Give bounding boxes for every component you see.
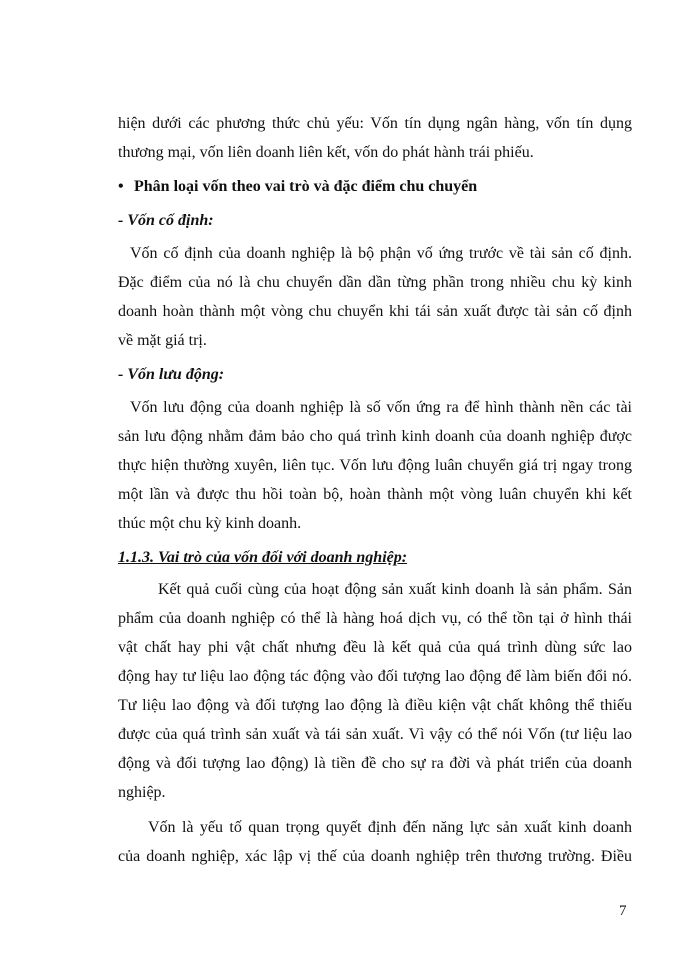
paragraph-line: Vốn cố định của doanh nghiệp là bộ phận vố ứng trước về tài sản cố định. — [130, 245, 632, 262]
paragraph-line: doanh hoàn thành một vòng chu chuyển khi tái sản xuất được tài sản cố định — [118, 303, 632, 320]
paragraph-line: Kết quả cuối cùng của hoạt động sản xuất kinh doanh là sản phẩm. Sản — [158, 581, 632, 598]
paragraph-line: thúc một chu kỳ kinh doanh. — [118, 515, 302, 532]
paragraph-line: hiện dưới các phương thức chủ yếu: Vốn tín dụng ngân hàng, vốn tín dụng — [118, 115, 632, 132]
paragraph-line: thương mại, vốn liên doanh liên kết, vốn do phát hành trái phiếu. — [118, 144, 534, 161]
bullet-heading-text: Phân loại vốn theo vai trò và đặc điểm chu chuyển — [134, 178, 478, 195]
paragraph-line: phẩm của doanh nghiệp có thể là hàng hoá dịch vụ, có thể tồn tại ở hình thái — [118, 610, 632, 627]
paragraph-line: động và đối tượng lao động) là tiền đề cho sự ra đời và phát triển của doanh — [118, 755, 632, 772]
paragraph-line: thực hiện thường xuyên, liên tục. Vốn lưu động luân chuyển giá trị ngay trong — [118, 457, 632, 474]
bullet-heading — [118, 177, 477, 197]
paragraph-line: động hay tư liệu lao động tác động vào đối tượng lao động để làm biến đổi nó. — [118, 668, 632, 685]
paragraph-line: Vốn là yếu tố quan trọng quyết định đến năng lực sản xuất kinh doanh — [148, 819, 632, 836]
bullet-icon: • — [118, 178, 124, 195]
paragraph-line: Vốn lưu động của doanh nghiệp là số vốn ứng ra để hình thành nền các tài — [130, 399, 632, 416]
paragraph-line: về mặt giá trị. — [118, 332, 207, 349]
paragraph-line: một lần và được thu hồi toàn bộ, hoàn thành một vòng luân chuyển khi kết — [118, 486, 632, 503]
working-capital-heading: - Vốn lưu động: — [118, 366, 225, 383]
fixed-capital-heading: - Vốn cố định: — [118, 212, 214, 229]
section-heading: 1.1.3. Vai trò của vốn đối với doanh nghiệp: — [118, 549, 408, 566]
paragraph-line: Tư liệu lao động và đối tượng lao động là điều kiện vật chất không thể thiếu — [118, 697, 632, 714]
paragraph-line: được của quá trình sản xuất và tái sản xuất. Vì vậy có thể nói Vốn (tư liệu lao — [118, 726, 632, 743]
paragraph-line: sản lưu động nhằm đảm bảo cho quá trình kinh doanh của doanh nghiệp được — [118, 428, 632, 445]
paragraph-line: vật chất hay phi vật chất nhưng đều là kết quả của quá trình dùng sức lao — [118, 639, 632, 656]
paragraph-line: nghiệp. — [118, 784, 166, 801]
page-number: 7 — [619, 903, 627, 919]
paragraph-line: của doanh nghiệp, xác lập vị thế của doanh nghiệp trên thương trường. Điều — [118, 848, 632, 865]
paragraph-line: Đặc điểm của nó là chu chuyển dần dần từng phần trong nhiều chu kỳ kinh — [118, 274, 632, 291]
